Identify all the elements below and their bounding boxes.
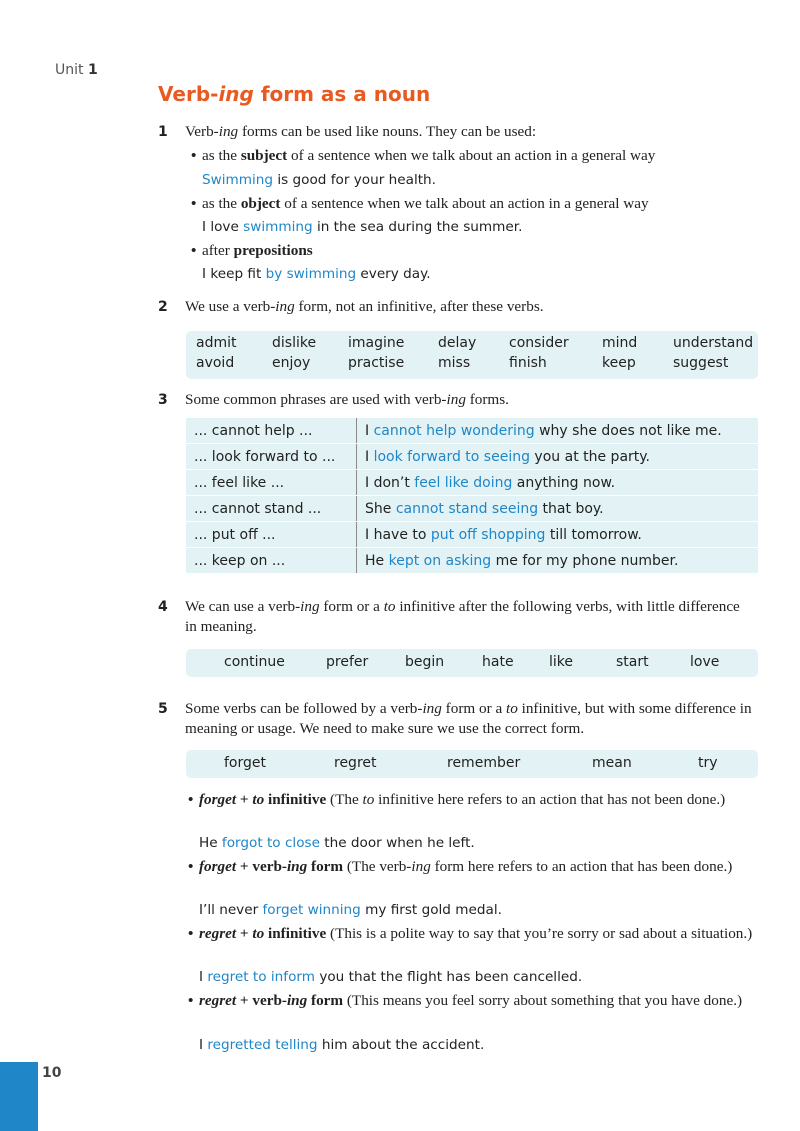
verb-word: keep <box>602 355 636 371</box>
section-number: 3 <box>158 392 168 408</box>
verb-word: like <box>549 654 574 670</box>
example-sentence: I regretted telling him about the accident. <box>199 1037 485 1053</box>
verb-list-box <box>186 649 758 677</box>
table-row <box>186 418 758 444</box>
example-sentence: I keep fit by swimming every day. <box>202 266 431 282</box>
verb-word: remember <box>447 755 521 771</box>
example-sentence: Swimming is good for your health. <box>202 172 436 188</box>
section-number: 2 <box>158 299 168 315</box>
verb-word: hate <box>482 654 514 670</box>
table-row <box>186 496 758 522</box>
verb-word: enjoy <box>272 355 311 371</box>
table-row <box>186 444 758 470</box>
verb-word: forget <box>224 755 266 771</box>
verb-word: delay <box>438 335 477 351</box>
verb-word: prefer <box>326 654 369 670</box>
verb-word: avoid <box>196 355 235 371</box>
page-number: 10 <box>42 1065 62 1081</box>
phrase-cell: ... feel like ... <box>186 470 357 496</box>
verb-word: dislike <box>272 335 317 351</box>
verb-word: continue <box>224 654 285 670</box>
example-sentence: I regret to inform you that the flight has been cancelled. <box>199 969 583 985</box>
verb-word: practise <box>348 355 405 371</box>
example-cell: She cannot stand seeing that boy. <box>357 496 759 522</box>
verb-word: mean <box>592 755 632 771</box>
verb-word: regret <box>334 755 377 771</box>
phrase-cell: ... keep on ... <box>186 548 357 574</box>
section-1-intro: Verb-ing forms can be used like nouns. They can be used: <box>185 123 537 140</box>
verb-word: consider <box>509 335 569 351</box>
example-sentence: I’ll never forget winning my first gold medal. <box>199 902 502 918</box>
verb-list-box <box>186 331 758 379</box>
section-2-text: We use a verb-ing form, not an infinitive, after these verbs. <box>185 298 544 315</box>
example-cell: I don’t feel like doing anything now. <box>357 470 759 496</box>
page-title: Verb-ing form as a noun <box>158 82 431 106</box>
table-row <box>186 470 758 496</box>
section-number: 4 <box>158 599 168 615</box>
table-row <box>186 522 758 548</box>
verb-word: love <box>690 654 720 670</box>
phrase-cell: ... put off ... <box>186 522 357 548</box>
phrase-cell: ... look forward to ... <box>186 444 357 470</box>
example-sentence: He forgot to close the door when he left. <box>199 835 475 851</box>
table-row <box>186 548 758 574</box>
verb-word: miss <box>438 355 471 371</box>
page-color-bar <box>0 1062 38 1131</box>
verb-word: start <box>616 654 649 670</box>
section-5-text: Some verbs can be followed by a verb-ing form or a to infinitive, but with some difference in meaning or usage. We need to make sure we use the correct form. <box>185 700 752 737</box>
phrase-cell: ... cannot help ... <box>186 418 357 444</box>
section-number: 5 <box>158 701 168 717</box>
verb-word: finish <box>509 355 547 371</box>
phrases-table <box>186 418 758 574</box>
phrase-cell: ... cannot stand ... <box>186 496 357 522</box>
section-4-text: We can use a verb-ing form or a to infinitive after the following verbs, with little difference in meaning. <box>185 598 740 635</box>
section-number: 1 <box>158 124 168 140</box>
example-cell: I look forward to seeing you at the party. <box>357 444 759 470</box>
example-sentence: I love swimming in the sea during the summer. <box>202 219 523 235</box>
verb-word: understand <box>673 335 754 351</box>
verb-list-box <box>186 750 758 778</box>
example-cell: I cannot help wondering why she does not like me. <box>357 418 759 444</box>
verb-word: try <box>698 755 718 771</box>
verb-word: mind <box>602 335 638 351</box>
unit-label: Unit 1 <box>55 62 98 78</box>
section-3-text: Some common phrases are used with verb-ing forms. <box>185 391 509 408</box>
verb-word: imagine <box>348 335 405 351</box>
example-cell: He kept on asking me for my phone number. <box>357 548 759 574</box>
example-cell: I have to put off shopping till tomorrow. <box>357 522 759 548</box>
verb-word: suggest <box>673 355 729 371</box>
verb-word: begin <box>405 654 445 670</box>
verb-word: admit <box>196 335 237 351</box>
